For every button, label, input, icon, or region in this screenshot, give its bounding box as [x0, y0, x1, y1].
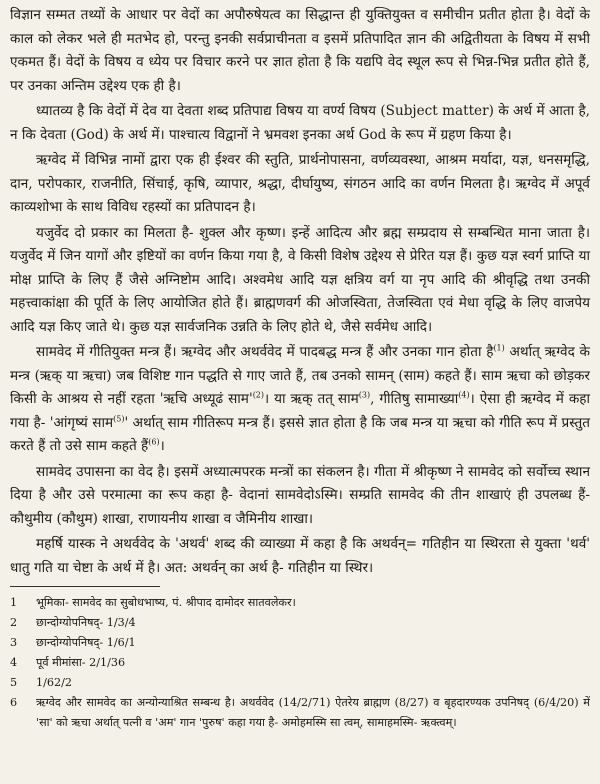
footnote-reference: (6) — [148, 437, 160, 447]
paragraph-2 — [10, 100, 590, 147]
footnote-divider — [10, 586, 160, 587]
footnote-3 — [10, 633, 590, 653]
footnote-number: 3 — [10, 636, 18, 649]
footnote-reference: (2) — [252, 390, 265, 400]
footnote-reference: (3) — [358, 390, 371, 400]
paragraph-3 — [10, 149, 590, 220]
text-segment: विज्ञान सम्मत तथ्यों के आधार पर वेदों का अपौरुषेयत्व का सिद्धान्त ही युक्तियुक्त व समीचीन प्रतीत होता है। वेदों के काल को लेकर भले ही मतभेद हो, परन्तु इनकी सर्वप्राचीनता व इसमें प्रतिपादित ज्ञान की अद्वितीयता के विषय में सभी एकमत हैं। वेदों के विषय व ध्येय पर विचार करने पर ज्ञात होता है कि यद्यपि वेद स्थूल रूप से भिन्न-भिन्न प्रतीत होते हैं, पर उनका अन्तिम उद्देश्य एक ही है। — [10, 7, 590, 94]
text-segment: । ऐसा ही ऋग्वेद में कहा गया है- 'आंगृष्यं साम — [10, 391, 590, 431]
text-segment: ऋग्वेद में विभिन्न नामों द्वारा एक ही ईश्वर की स्तुति, प्रार्थनोपासना, वर्णव्यवस्था, आश्रम मर्यादा, यज्ञ, धनसमृद्धि, दान, परोपकार, राजनीति, सिंचाई, कृषि, व्यापार, श्रद्धा, दीर्घायुष्य, संगठन आदि का वर्णन मिलता है। ऋग्वेद में अपूर्व काव्यशोभा के साथ विविध रहस्यों का प्रतिपादन है। — [10, 152, 590, 215]
paragraph-1 — [10, 4, 590, 98]
text-segment: ध्यातव्य है कि वेदों में देव या देवता शब्द प्रतिपाद्य विषय या वर्ण्य विषय (Subject matter) के अर्थ में आता है, न कि देवता (God) के अर्थ में। पाश्चात्य विद्वानों ने भ्रमवश इनका अर्थ God के रूप में ग्रहण किया है। — [10, 103, 590, 143]
footnote-number: 2 — [10, 616, 18, 629]
footnote-text: भूमिका- सामवेद का सुबोधभाष्य, पं. श्रीपाद दामोदर सातवलेकर। — [36, 596, 296, 609]
body-text — [10, 4, 590, 580]
footnotes — [10, 593, 590, 733]
paragraph-6 — [10, 461, 590, 532]
footnote-reference: (1) — [493, 343, 505, 353]
text-segment: सामवेद में गीतियुक्त मन्त्र हैं। ऋग्वेद और अथर्ववेद में पादबद्ध मन्त्र हैं और उनका गान होता है — [36, 344, 494, 360]
footnote-1 — [10, 593, 590, 613]
text-segment: महर्षि यास्क ने अथर्ववेद के 'अथर्व' शब्द की व्याख्या में कहा है कि अथर्वन्= गतिहीन या स्थिरता से युक्ता 'थर्व' धातु गति या चेष्टा के अर्थ में है। अत: अथर्वन् का अर्थ है- गतिहीन या स्थिर। — [10, 536, 590, 576]
text-segment: । या ऋक् तत् साम — [264, 391, 359, 407]
footnote-5 — [10, 673, 590, 693]
paragraph-4 — [10, 222, 590, 340]
footnote-2 — [10, 613, 590, 633]
text-segment: , गीतिषु सामाख्या — [370, 391, 459, 407]
footnote-number: 5 — [10, 676, 18, 689]
footnote-text: ऋग्वेद और सामवेद का अन्योन्याश्रित सम्बन्ध है। अथर्ववेद (14/2/71) ऐतरेय ब्राह्मण (8/27) व बृहदारण्यक उपनिषद् (6/4/20) में 'सा' को ऋचा अर्थात् पत्नी व 'अम' गान 'पुरुष' कहा गया है- अमोहमस्मि सा त्वम्, सामाहमस्मि- ऋक्त्वम्। — [36, 696, 590, 729]
footnote-number: 4 — [10, 656, 18, 669]
footnote-text: पूर्व मीमांसा- 2/1/36 — [36, 656, 126, 669]
footnote-reference: (5) — [113, 413, 125, 423]
text-segment: अर्थात् ऋग्वेद के मन्त्र (ऋक् या ऋचा) जब विशिष्ट गान पद्धति से गाए जाते हैं, तब उनको सामन् (साम) कहते हैं। साम ऋचा को छोड़कर किसी के आश्रय से नहीं रहता 'ऋचि अध्यूढं साम' — [10, 344, 591, 407]
footnote-text: छान्दोग्योपनिषद्- 1/3/4 — [36, 616, 136, 629]
text-segment: । — [159, 438, 165, 454]
footnote-6 — [10, 693, 590, 733]
footnote-number: 1 — [10, 596, 18, 609]
paragraph-5 — [10, 341, 590, 459]
footnote-4 — [10, 653, 590, 673]
footnote-text: छान्दोग्योपनिषद्- 1/6/1 — [36, 636, 136, 649]
footnote-text: 1/62/2 — [36, 676, 73, 689]
text-segment: यजुर्वेद दो प्रकार का मिलता है- शुक्ल और कृष्ण। इन्हें आदित्य और ब्रह्म सम्प्रदाय से सम्बन्धित माना जाता है। यजुर्वेद में जिन यागों और इष्टियों का वर्णन किया गया है, वे किसी विशेष उद्देश्य से प्रेरित यज्ञ हैं। कुछ यज्ञ स्वर्ग प्राप्ति या मोक्ष प्राप्ति के लिए हैं जैसे अग्निष्टोम आदि। अश्वमेध आदि यज्ञ क्षत्रिय वर्ग या नृप आदि की श्रीवृद्धि तथा उनकी महत्त्वाकांक्षा की पूर्ति के लिए आयोजित होते हैं। ब्राह्मणवर्ग की ओजस्विता, तेजस्विता एवं मेधा वृद्धि के लिए वाजपेय आदि यज्ञ किए जाते थे। कुछ यज्ञ सार्वजनिक उन्नति के लिए होते थे, जैसे सर्वमेध आदि। — [10, 224, 590, 335]
text-segment: सामवेद उपासना का वेद है। इसमें अध्यात्मपरक मन्त्रों का संकलन है। गीता में श्रीकृष्ण ने सामवेद को सर्वोच्च स्थान दिया है और उसे परमात्मा का रूप कहा है- वेदानां सामवेदोऽस्मि। सम्प्रति सामवेद की तीन शाखाएं ही उपलब्ध हैं- कौथुमीय (कौथुम) शाखा, राणायनीय शाखा व जैमिनीय शाखा। — [10, 463, 590, 527]
paragraph-7 — [10, 533, 590, 580]
footnote-number: 6 — [10, 696, 18, 709]
footnote-reference: (4) — [458, 390, 470, 400]
text-segment: ' अर्थात् साम गीतिरूप मन्त्र हैं। इससे ज्ञात होता है कि जब मन्त्र या ऋचा को गीति रूप में प्रस्तुत करते हैं तो उसे साम कहते हैं — [10, 414, 590, 454]
